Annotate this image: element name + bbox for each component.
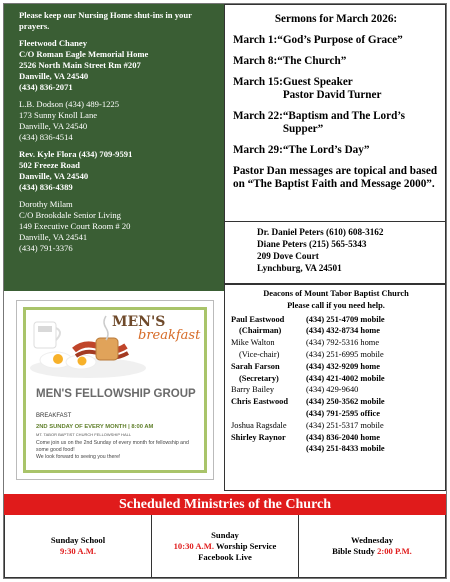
flyer-where: MT. TABOR BAPTIST CHURCH FELLOWSHIP HALL (36, 432, 132, 437)
flyer-inner (23, 307, 207, 473)
deacon-row (231, 349, 441, 361)
deacon-phone: (434) 432-9209 home (306, 361, 380, 371)
deacon-name: Paul Eastwood (231, 314, 285, 324)
deacon-name: Joshua Ragsdale (231, 420, 287, 430)
sermon-item (233, 55, 439, 68)
deacon-row (231, 361, 441, 373)
shutin-line: (434) 836-4389 (19, 182, 73, 192)
shutin-line: C/O Brookdale Senior Living (19, 210, 121, 220)
scheduled-ministries-title: Scheduled Ministries of the Church (4, 494, 446, 515)
deacon-name: (Secretary) (239, 373, 279, 383)
sermon-date: March 22: (233, 110, 283, 122)
sermons-title: Sermons for March 2026: (274, 13, 398, 25)
deacon-phone: (434) 251-4709 mobile (306, 314, 385, 324)
sermon-item (233, 144, 439, 157)
shutins-intro: Please keep our Nursing Home shut-ins in your prayers. (19, 10, 192, 31)
deacons-box (224, 284, 446, 491)
shutin-line: Danville, VA 24541 (19, 232, 88, 242)
deacon-row (231, 432, 441, 444)
sermon-topic: Guest Speaker Pastor David Turner (282, 76, 382, 101)
deacon-row (231, 420, 441, 432)
shutin-line: (434) 791-3376 (19, 243, 73, 253)
sunday-school-cell (4, 515, 152, 578)
deacon-name: Barry Bailey (231, 385, 275, 395)
deacon-phone: (434) 432-8734 home (306, 326, 380, 336)
shutin-line: Danville, VA 24540 (19, 121, 88, 131)
deacon-phone: (434) 791-2595 office (306, 408, 380, 418)
sunday-school-label: Sunday School (50, 535, 106, 545)
worship-cell (152, 515, 299, 578)
deacon-phone: (434) 250-3562 mobile (306, 397, 385, 407)
shutin-line: 149 Executive Court Room # 20 (19, 221, 131, 231)
deacon-list (231, 314, 441, 456)
shutin-line: Rev. Kyle Flora (434) 709-9591 (19, 149, 133, 159)
sermon-date: March 29: (233, 144, 283, 156)
shutin-line: L.B. Dodson (434) 489-1225 (19, 99, 120, 109)
deacon-name: Chris Eastwood (231, 397, 289, 407)
wednesday-label: Wednesday (350, 535, 394, 545)
deacon-name: (Vice-chair) (239, 349, 280, 359)
deacon-row (231, 396, 441, 408)
deacon-phone: (434) 836-2040 home (306, 432, 380, 442)
deacon-phone: (434) 429-9640 (306, 385, 359, 395)
worship-label: Sunday (211, 529, 239, 540)
pastor-contact-line: 209 Dove Court (257, 251, 319, 261)
deacon-row (231, 384, 441, 396)
sermon-item (233, 110, 439, 136)
pastor-contact-line: Diane Peters (215) 565-5343 (257, 239, 367, 249)
worship-facebook: Facebook Live (198, 551, 252, 562)
wednesday-prefix: Bible Study (332, 546, 378, 556)
worship-line (174, 541, 277, 552)
deacon-name: Sarah Farson (231, 361, 280, 371)
deacon-name: Mike Walton (231, 338, 275, 348)
sermon-date: March 1: (233, 34, 278, 46)
shutin-line: 2526 North Main Street Rm #207 (19, 60, 141, 70)
flyer-body-line: We look forward to seeing you there! (36, 454, 121, 460)
sermons-box (224, 4, 446, 222)
deacon-phone: (434) 251-5317 mobile (306, 420, 384, 430)
worship-service: Worship Service (213, 540, 277, 551)
shutin-line: Danville, VA 24540 (19, 71, 89, 81)
pastor-contact-box (224, 222, 446, 284)
wednesday-cell (299, 515, 446, 578)
flyer-brand: MEN'S (112, 314, 166, 330)
shutin-entry (19, 99, 217, 143)
shutin-line: Dorothy Milam (19, 199, 73, 209)
flyer-brand-script: breakfast (138, 328, 201, 343)
flyer-when: 2ND SUNDAY OF EVERY MONTH | 8:00 AM (36, 424, 154, 430)
sermons-note: Pastor Dan messages are topical and based on “The Baptist Faith and Message 2000”. (233, 165, 438, 190)
flyer-body (36, 440, 196, 461)
pastor-contact-line: Dr. Daniel Peters (610) 608-3162 (257, 227, 384, 237)
shutin-entry (19, 149, 217, 193)
deacons-call: Please call if you need help. (287, 300, 385, 310)
deacon-name: (Chairman) (239, 326, 282, 336)
deacon-phone: (434) 792-5316 home (306, 338, 380, 348)
deacon-phone: (434) 251-6995 mobile (306, 349, 384, 359)
deacon-row (231, 443, 441, 455)
flyer-subheading: BREAKFAST (36, 413, 72, 419)
sermon-topic: “God’s Purpose of Grace” (277, 34, 403, 46)
deacon-name (231, 443, 306, 455)
sermon-topic: “The Lord’s Day” (282, 144, 370, 156)
deacon-row (231, 408, 441, 420)
shutin-line: Danville, VA 24540 (19, 171, 89, 181)
mens-breakfast-flyer (16, 300, 214, 480)
deacon-row (231, 325, 441, 337)
worship-time: 10:30 A.M. (173, 540, 214, 551)
shutin-line: 502 Freeze Road (19, 160, 80, 170)
deacon-name: Shirley Raynor (231, 432, 286, 442)
deacon-row (231, 373, 441, 385)
shutin-entry (19, 199, 217, 254)
flyer-body-line: Come join us on the 2nd Sunday of every month for fellowship and some good food! (36, 440, 189, 453)
sermon-item (233, 76, 439, 102)
scheduled-ministries (4, 515, 446, 578)
flyer-heading: MEN'S FELLOWSHIP GROUP (36, 388, 196, 400)
sermon-date: March 8: (233, 55, 278, 67)
shutin-line: (434) 836-4514 (19, 132, 73, 142)
pastor-contact-line: Lynchburg, VA 24501 (257, 263, 342, 273)
wednesday-time: 2:00 P.M. (377, 546, 412, 556)
deacon-phone: (434) 421-4002 mobile (306, 373, 385, 383)
sermon-topic: “Baptism and The Lord’s Supper” (282, 110, 405, 135)
shutin-line: C/O Roman Eagle Memorial Home (19, 49, 149, 59)
sermon-item (233, 34, 439, 47)
wednesday-line (332, 546, 412, 557)
shutin-line: (434) 836-2071 (19, 82, 73, 92)
sunday-school-time: 9:30 A.M. (59, 546, 97, 556)
sermon-topic: “The Church” (277, 55, 347, 67)
shutins-box (4, 4, 225, 291)
shutin-entry (19, 38, 217, 93)
deacon-row (231, 337, 441, 349)
sermon-date: March 15: (233, 76, 283, 88)
deacon-row (231, 314, 441, 326)
deacon-phone: (434) 251-8433 mobile (306, 444, 385, 454)
deacon-name (231, 408, 306, 420)
deacons-title: Deacons of Mount Tabor Baptist Church (263, 289, 409, 298)
shutin-line: Fleetwood Chaney (19, 38, 88, 48)
shutin-line: 173 Sunny Knoll Lane (19, 110, 98, 120)
